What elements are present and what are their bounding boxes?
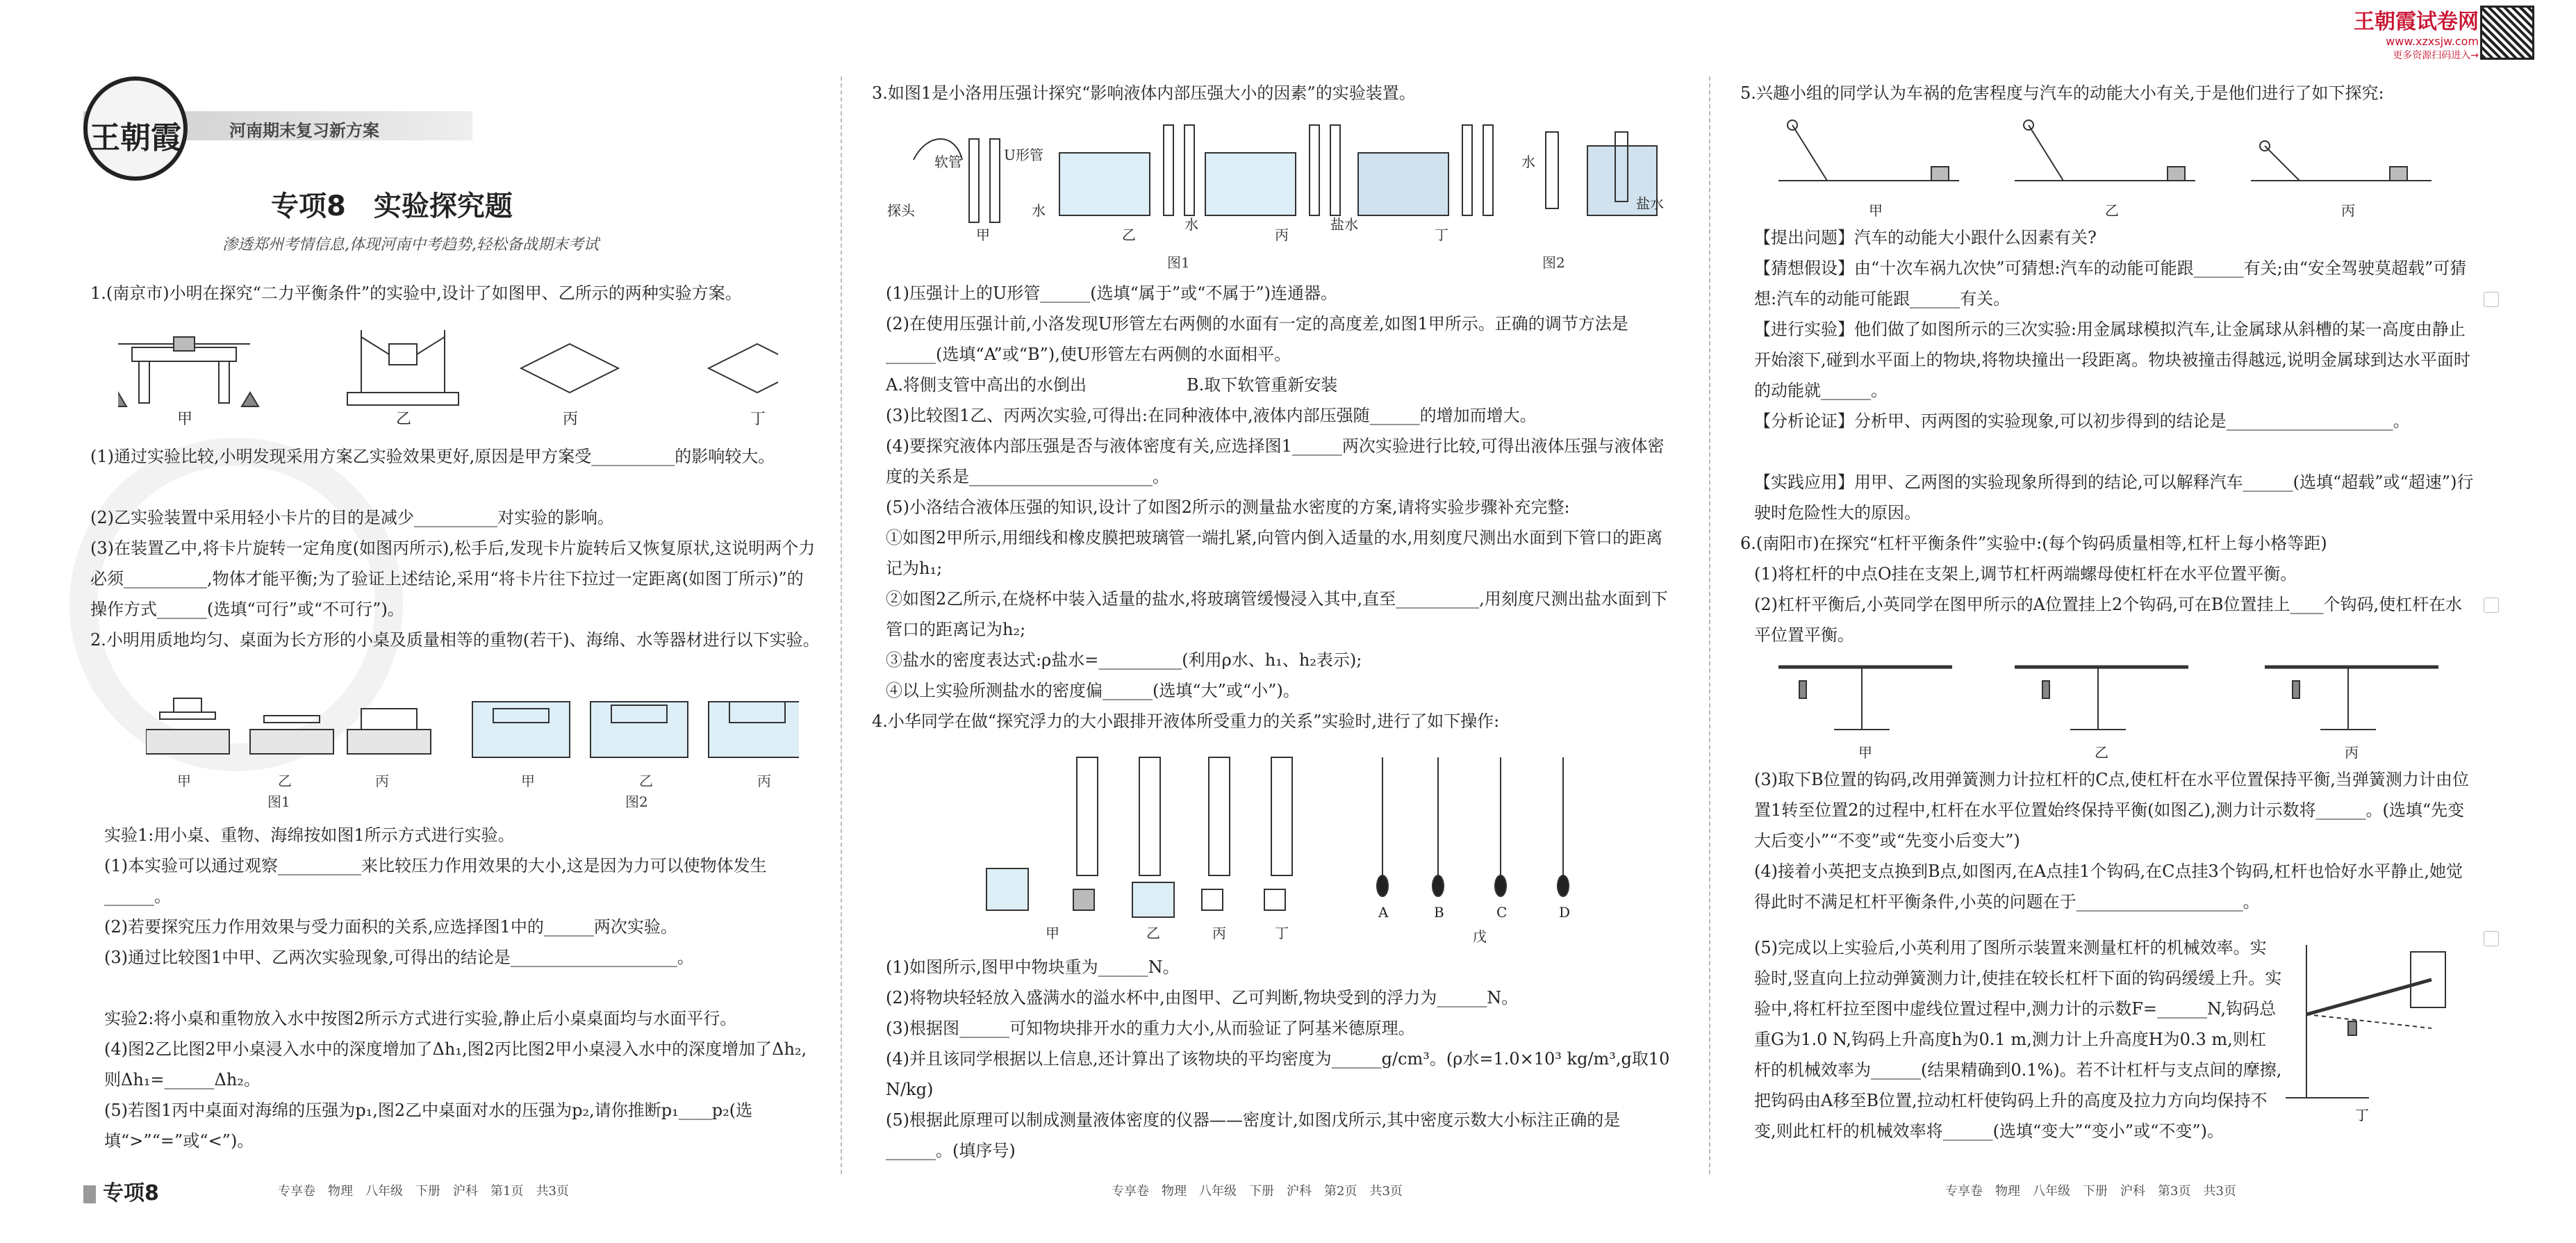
fig-label: 戊 (1473, 928, 1487, 945)
q2-figure (146, 688, 799, 778)
brand-block (2354, 4, 2479, 62)
q1-part2: (2)乙实验装置中采用轻小卡片的目的是减少__________对实验的影响。 (90, 508, 614, 527)
q5-analysis: 【分析论证】分析甲、丙两图的实验现象,可以初步得到的结论是____________________。 (1754, 411, 2410, 431)
section-mark: 专项8 (83, 1176, 159, 1206)
q4-part3: (3)根据图______可知物块排开水的重力大小,从而验证了阿基米德原理。 (886, 1019, 1415, 1038)
q2-part5: (5)若图1丙中桌面对海绵的压强为p₁,图2乙中桌面对水的压强为p₂,请你推断p₁____p₂(选填“>”“=”或“<”)。 (104, 1101, 753, 1151)
q3-part3: (3)比较图1乙、丙两次实验,可得出:在同种液体中,液体内部压强随______的增加而增大。 (886, 406, 1537, 425)
q2-part2: (2)若要探究压力作用效果与受力面积的关系,应选择图1中的______两次实验。 (104, 917, 677, 937)
q4-part4: (4)并且该同学根据以上信息,还计算出了该物块的平均密度为______g/cm³。(ρ水=1.0×10³ kg/m³,g取10 N/kg) (886, 1049, 1670, 1099)
q3-part2: (2)在使用压强计前,小洛发现U形管左右两侧的水面有一定的高度差,如图1甲所示。正确的调节方法是______(选填“A”或“B”),使U形管左右两侧的水面相平。 (886, 314, 1628, 364)
fig-label: 探头 (887, 202, 915, 219)
q2-stem: 2.小明用质地均匀、桌面为长方形的小桌及质量相等的重物(若干)、海绵、水等器材进行以下实验。 (90, 630, 820, 650)
q4-part2: (2)将物块轻轻放入盛满水的溢水杯中,由图甲、乙可判断,物块受到的浮力为______N。 (886, 988, 1519, 1007)
brand-tagline: 更多资源扫码进入→ (2393, 50, 2479, 61)
page-subtitle: 渗透郑州考情信息,体现河南中考趋势,轻松备战期末考试 (222, 236, 599, 254)
fig-label: 丙 (757, 773, 771, 789)
fig-label: U形管 (1004, 147, 1043, 163)
q6-part2: (2)杠杆平衡后,小英同学在图甲所示的A位置挂上2个钩码,可在B位置挂上____个钩码,使杠杆在水平位置平衡。 (1754, 595, 2463, 645)
q3-step3: ③盐水的密度表达式:ρ盐水=__________(利用ρ水、h₁、h₂表示); (886, 650, 1362, 670)
fig-label: 甲 (1858, 744, 1872, 761)
q1-stem: 1.(南京市)小明在探究“二力平衡条件”的实验中,设计了如图甲、乙所示的两种实验方案。 (90, 283, 742, 303)
fig-label: 丙 (1275, 227, 1289, 243)
fig-label: 甲 (177, 411, 193, 427)
figure-caption: 图1 (267, 793, 290, 810)
q4-figure (973, 750, 1598, 945)
fig-label: 甲 (1869, 202, 1883, 219)
side-mark-icon (2484, 598, 2499, 613)
qr-code-icon[interactable] (2480, 6, 2534, 60)
hydrometer-label: D (1559, 904, 1571, 921)
q3-stem: 3.如图1是小洛用压强计探究“影响液体内部压强大小的因素”的实验装置。 (872, 83, 1416, 103)
fig-label: 软管 (934, 154, 962, 170)
q6-part4: (4)接着小英把支点换到B点,如图丙,在A点挂1个钩码,在C点挂3个钩码,杠杆也恰好水平静止,她觉得此时不满足杠杆平衡条件,小英的问题在于____________________。 (1754, 862, 2463, 912)
page-footer: 专享卷 物理 八年级 下册 沪科 第1页 共3页 (278, 1184, 569, 1199)
hydrometer-label: A (1378, 904, 1389, 921)
series-title: 河南期末复习新方案 (229, 121, 379, 140)
fig-label: 丁 (1435, 227, 1448, 243)
figure-caption: 图2 (625, 793, 648, 810)
fig-label: 盐水 (1636, 195, 1664, 212)
hydrometer-label: C (1496, 904, 1508, 921)
fig-label: 乙 (278, 773, 292, 789)
q6-figure (1765, 646, 2473, 764)
brand-name: 王朝霞试卷网 (2354, 10, 2479, 34)
q3-step1: ①如图2甲所示,用细线和橡皮膜把玻璃管一端扎紧,向管内倒入适量的水,用刻度尺测出水面到下管口的距离记为h₁; (886, 528, 1663, 578)
fig-label: 盐水 (1330, 216, 1358, 233)
fig-label: 乙 (2095, 744, 2108, 761)
q4-part1: (1)如图所示,图甲中物块重为______N。 (886, 957, 1180, 977)
fig-label: 甲 (1046, 925, 1059, 941)
q6-figure-ding (2286, 938, 2452, 1126)
q2-exp2: 实验2:将小桌和重物放入水中按图2所示方式进行实验,静止后小桌桌面均与水面平行。 (104, 1009, 737, 1028)
fig-label: 丁 (750, 411, 766, 427)
fig-label: 甲 (177, 773, 191, 789)
fig-label: 丁 (1275, 925, 1289, 941)
figure-caption: 图2 (1542, 254, 1565, 271)
q3-part1: (1)压强计上的U形管______(选填“属于”或“不属于”)连通器。 (886, 283, 1338, 303)
column-divider (841, 76, 842, 1174)
q3-step4: ④以上实验所测盐水的密度偏______(选填“大”或“小”)。 (886, 681, 1300, 700)
fig-label: 乙 (396, 411, 412, 427)
page-footer: 专享卷 物理 八年级 下册 沪科 第2页 共3页 (1112, 1184, 1403, 1199)
fig-label: 丙 (2341, 202, 2355, 219)
logo-text: 王朝霞 (90, 120, 181, 156)
brand-url[interactable]: www.xzxsjw.com (2386, 35, 2479, 48)
side-mark-icon (2484, 292, 2499, 307)
fig-label: 丙 (563, 411, 579, 427)
q3-figure (886, 118, 1664, 243)
fig-label: 乙 (639, 773, 653, 789)
q2-exp1: 实验1:用小桌、重物、海绵按如图1所示方式进行实验。 (104, 825, 515, 845)
fig-label: 乙 (1146, 925, 1160, 941)
q6-part3: (3)取下B位置的钩码,改用弹簧测力计拉杠杆的C点,使杠杆在水平位置保持平衡,当弹簧测力计由位置1转至位置2的过程中,杠杆在水平位置始终保持平衡(如图乙),测力计示数将______。(选填“先变大后变小”“不变”或“先变小后变大”) (1754, 770, 2469, 850)
fig-label: 水 (1184, 216, 1198, 233)
q3-step2: ②如图2乙所示,在烧杯中装入适量的盐水,将玻璃管缓慢浸入其中,直至__________,用刻度尺测出盐水面到下管口的距离记为h₂; (886, 589, 1668, 639)
q2-part4: (4)图2乙比图2甲小桌浸入水中的深度增加了Δh₁,图2丙比图2甲小桌浸入水中的深度增加了Δh₂,则Δh₁=______Δh₂。 (104, 1039, 807, 1089)
q1-part1: (1)通过实验比较,小明发现采用方案乙实验效果更好,原因是甲方案受__________的影响较大。 (90, 447, 775, 466)
q1-part3: (3)在装置乙中,将卡片旋转一定角度(如图丙所示),松手后,发现卡片旋转后又恢复原状,这说明两个力必须__________,物体才能平衡;为了验证上述结论,采用“将卡片往下拉过一定距离(如图丁所示)”的操作方式______(选填“可行”或“不可行”)。 (90, 538, 816, 619)
figure-caption: 图1 (1167, 254, 1190, 271)
q6-part1: (1)将杠杆的中点O挂在支架上,调节杠杆两端螺母使杠杆在水平位置平衡。 (1754, 564, 2297, 584)
q6-stem: 6.(南阳市)在探究“杠杆平衡条件”实验中:(每个钩码质量相等,杠杆上每小格等距) (1740, 534, 2327, 553)
q5-hypothesis: 【猜想假设】由“十次车祸九次快”可猜想:汽车的动能可能跟______有关;由“安全驾驶莫超载”可猜想:汽车的动能可能跟______有关。 (1754, 258, 2467, 308)
fig-label: 水 (1521, 154, 1535, 170)
column-divider (1709, 76, 1710, 1174)
fig-label: 丙 (375, 773, 389, 789)
q5-stem: 5.兴趣小组的同学认为车祸的危害程度与汽车的动能大小有关,于是他们进行了如下探究: (1740, 83, 2384, 103)
fig-label: 乙 (1122, 227, 1136, 243)
q5-figure (1778, 118, 2473, 222)
page-footer: 专享卷 物理 八年级 下册 沪科 第3页 共3页 (1945, 1184, 2236, 1199)
q5-application: 【实践应用】用甲、乙两图的实验现象所得到的结论,可以解释汽车______(选填“超载”或“超速”)行驶时危险性大的原因。 (1754, 472, 2474, 522)
q5-experiment: 【进行实验】他们做了如图所示的三次实验:用金属球模拟汽车,让金属球从斜槽的某一高度由静止开始滚下,碰到水平面上的物块,将物块撞出一段距离。物块被撞击得越远,说明金属球到达水平面时的动能就______。 (1754, 320, 2470, 400)
q3-part5: (5)小洛结合液体压强的知识,设计了如图2所示的测量盐水密度的方案,请将实验步骤补充完整: (886, 497, 1570, 517)
logo (83, 76, 188, 181)
fig-label: 丙 (2345, 744, 2359, 761)
q4-stem: 4.小华同学在做“探究浮力的大小跟排开液体所受重力的关系”实验时,进行了如下操作: (872, 711, 1500, 731)
fig-label: 丁 (2355, 1107, 2369, 1123)
q1-figure (118, 316, 778, 427)
q6-part5: (5)完成以上实验后,小英利用了图所示装置来测量杠杆的机械效率。实验时,竖直向上拉动弹簧测力计,使挂在较长杠杆下面的钩码缓缓上升。实验中,将杠杆拉至图中虚线位置过程中,测力计的示数F=______N,钩码总重G为1.0 N,钩码上升高度h为0.1 m,测力计上升高度H为0.3 m,则杠杆的机械效率为______(结果精确到0.1%)。若不计杠杆与支点间的摩擦,把钩码由A移至B位置,拉动杠杆使钩码上升的高度及拉力方向均保持不变,则此杠杆的机械效率将______(选填“变大”“变小”或“不变”)。 (1754, 938, 2282, 1141)
q5-problem: 【提出问题】汽车的动能大小跟什么因素有关? (1754, 228, 2097, 247)
hydrometer-label: B (1434, 904, 1444, 921)
q3-part4: (4)要探究液体内部压强是否与液体密度有关,应选择图1______两次实验进行比较,可得出液体压强与液体密度的关系是______________________。 (886, 436, 1665, 486)
q2-part3: (3)通过比较图1中甲、乙两次实验现象,可得出的结论是____________________。 (104, 948, 694, 967)
q4-part5: (5)根据此原理可以制成测量液体密度的仪器——密度计,如图戊所示,其中密度示数大小标注正确的是______。(填序号) (886, 1110, 1621, 1160)
side-mark-icon (2484, 931, 2499, 946)
fig-label: 甲 (976, 227, 990, 243)
q2-part1: (1)本实验可以通过观察__________来比较压力作用效果的大小,这是因为力可以使物体发生______。 (104, 856, 767, 906)
fig-label: 水 (1032, 202, 1046, 219)
q3-part2-options: A.将側支管中高出的水倒出 B.取下软管重新安装 (886, 375, 1338, 395)
page-title: 专项8 实验探究题 (271, 190, 513, 222)
fig-label: 丙 (1212, 925, 1226, 941)
fig-label: 乙 (2105, 202, 2119, 219)
fig-label: 甲 (521, 773, 535, 789)
